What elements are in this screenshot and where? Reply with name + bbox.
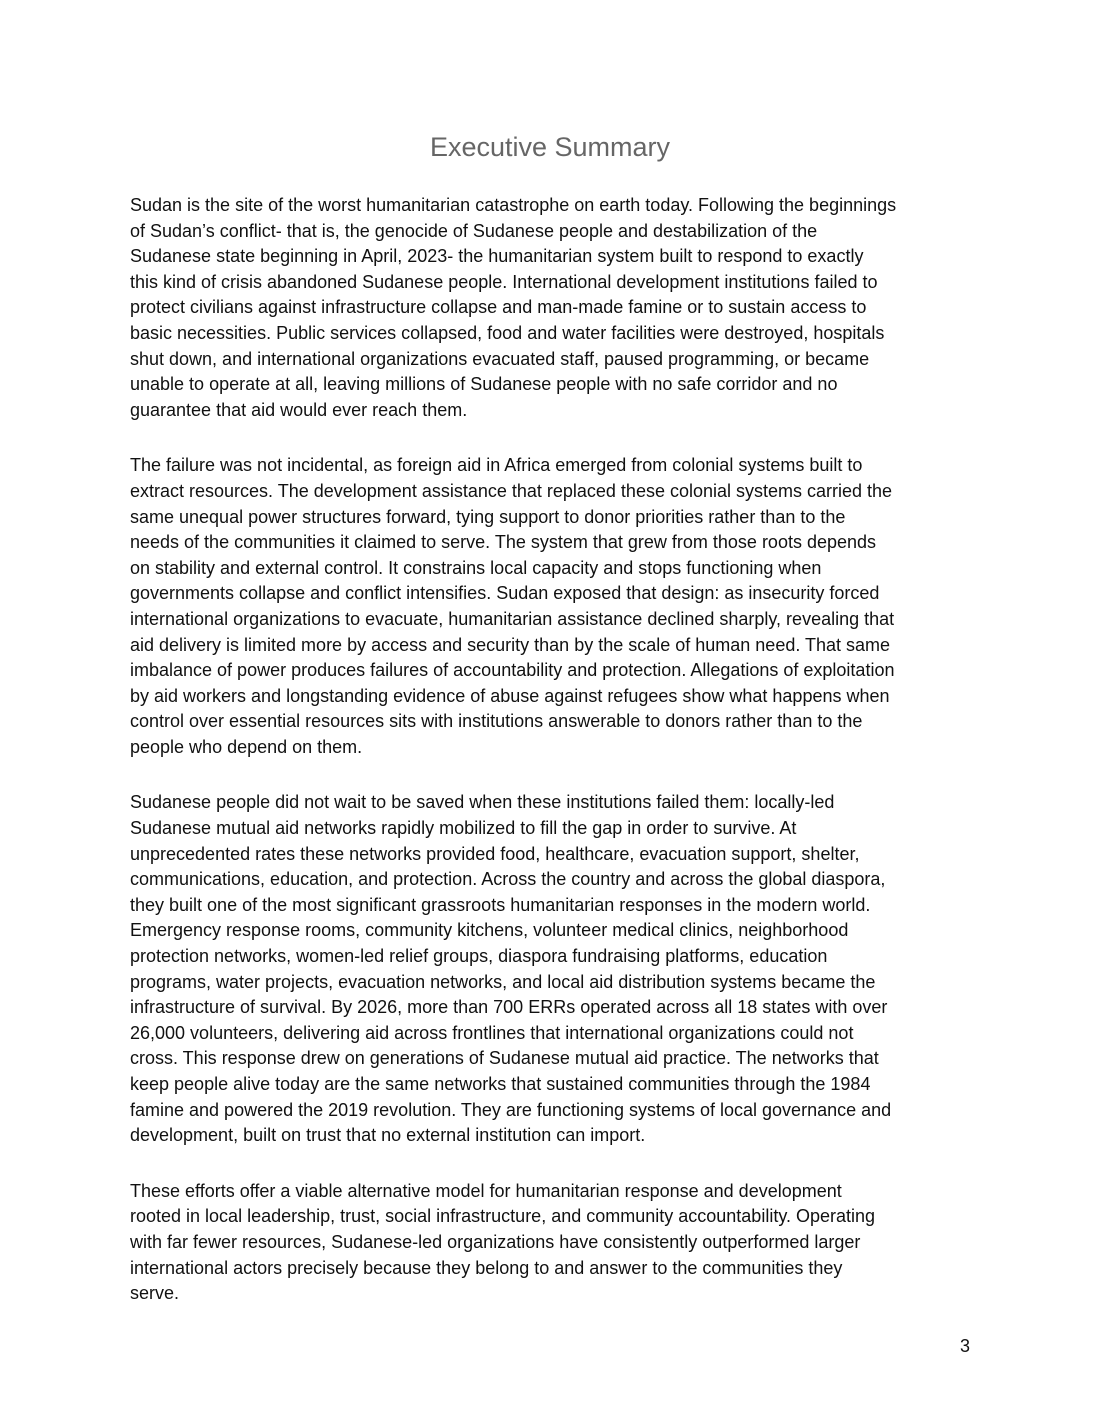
page-number: 3 bbox=[959, 1336, 970, 1356]
page-title: Executive Summary bbox=[429, 132, 671, 162]
paragraph-4: These efforts offer a viable alternative model for humanitarian response and development rooted in local leadership, trust, social infrastructure, and community accountability. Operating with far fewer resources, Sudanese-led organizations have consistently outperformed larger international actors precisely because they belong to and answer to the communities they serve. bbox=[130, 1180, 876, 1304]
paragraph-2: The failure was not incidental, as foreign aid in Africa emerged from colonial systems built to extract resources. The development assistance that replaced these colonial systems carried the same unequal power structures forward, tying support to donor priorities rather than to the needs of the communities it claimed to serve. The system that grew from those roots depends on stability and external control. It constrains local capacity and stops functioning when governments collapse and conflict intensifies. Sudan exposed that design: as insecurity forced international organizations to evacuate, humanitarian assistance declined sharply, revealing that aid delivery is limited more by access and security than by the scale of human need. That same imbalance of power produces failures of accountability and protection. Allegations of exploitation by aid workers and longstanding evidence of abuse against refugees show what happens when control over essential resources sits with institutions answerable to donors rather than to the people who depend on them. bbox=[130, 455, 895, 757]
body-text bbox=[130, 193, 980, 1337]
paragraph-3: Sudanese people did not wait to be saved when these institutions failed them: locally-led Sudanese mutual aid networks rapidly mobilized to fill the gap in order to survive. At unprecedented rates these networks provided food, healthcare, evacuation support, shelter, communications, education, and protection. Across the country and across the global diaspora, they built one of the most significant grassroots humanitarian responses in the modern world. Emergency response rooms, community kitchens, volunteer medical clinics, neighborhood protection networks, women-led relief groups, diaspora fundraising platforms, education programs, water projects, evacuation networks, and local aid distribution systems became the infrastructure of survival. By 2026, more than 700 ERRs operated across all 18 states with over 26,000 volunteers, delivering aid across frontlines that international organizations could not cross. This response drew on generations of Sudanese mutual aid practice. The networks that keep people alive today are the same networks that sustained communities through the 1984 famine and powered the 2019 revolution. They are functioning systems of local governance and development, built on trust that no external institution can import. bbox=[130, 792, 892, 1146]
paragraph-1: Sudan is the site of the worst humanitarian catastrophe on earth today. Following the beginnings of Sudan’s conflict- that is, the genocide of Sudanese people and destabilization of the Sudanese state beginning in April, 2023- the humanitarian system built to respond to exactly this kind of crisis abandoned Sudanese people. International development institutions failed to protect civilians against infrastructure collapse and man-made famine or to sustain access to basic necessities. Public services collapsed, food and water facilities were destroyed, hospitals shut down, and international organizations evacuated staff, paused programming, or became unable to operate at all, leaving millions of Sudanese people with no safe corridor and no guarantee that aid would ever reach them. bbox=[130, 195, 897, 420]
